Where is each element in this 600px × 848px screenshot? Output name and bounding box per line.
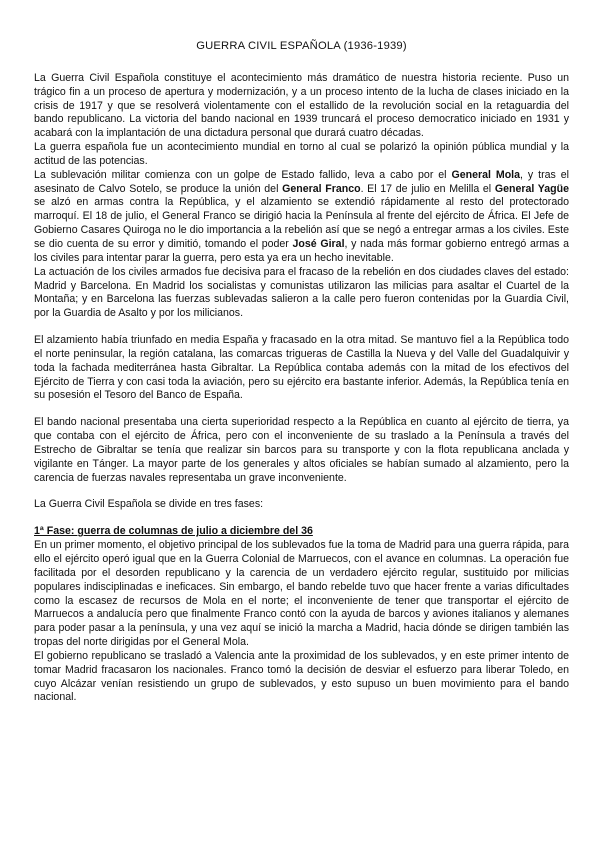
text-run: , y nada más formar gobierno entregó armas a los civiles para intentar parar la guerra, pero esta ya era un hecho inevitable. [34, 237, 569, 264]
text-run: , y tras el asesinato de Calvo Sotelo, se produce la unión del [34, 168, 569, 195]
spacer [34, 321, 569, 334]
text-run: se alzó en armas contra la República, y el alzamiento se extendió rápidamente al resto del protectorado marroquí. El 18 de julio, el General Franco se dirigió hacia la Península al frente del ejército de África. El Jefe de Gobierno Casares Quiroga no le dio importancia a la rebelión así que se negó a entregar armas a los civiles. Este se dio cuenta de su error y dimitió, tomando el poder [34, 196, 569, 250]
spacer [34, 512, 569, 525]
document-page [34, 40, 569, 705]
bold-general-mola: General Mola [451, 168, 521, 181]
paragraph-nationals: El bando nacional presentaba una cierta superioridad respecto a la República en cuanto al ejército de tierra, ya que contaba con el ejército de África, pero con el inconveniente de su traslado a la Península a través del Estrecho de Gibraltar se tenía que realizar sin barcos para su transporte y con la flota republicana anclada y vigilante en Tánger. La mayor parte de los generales y altos oficiales se habían sumado al alzamiento, pero la carencia de fuerzas navales representaba un grave inconveniente. [34, 416, 569, 484]
paragraph-civilians: La actuación de los civiles armados fue decisiva para el fracaso de la rebelión en dos ciudades claves del estado: Madrid y Barcelona. En Madrid los socialistas y comunistas utilizaron las milicias para asaltar el Cuartel de la Montaña; y en Barcelona las fuerzas sublevadas salieron a la calle pero fueron contenidas por la Guardia Civil, por la Guardia de Asalto y por los milicianos. [34, 265, 569, 320]
spacer [34, 485, 569, 498]
paragraph-international: La guerra española fue un acontecimiento mundial en torno al cual se polarizó la opinión pública mundial y la actitud de las potencias. [34, 141, 569, 167]
bold-jose-giral: José Giral [292, 237, 345, 250]
bold-general-franco: General Franco [282, 182, 361, 195]
paragraph-phase-1: En un primer momento, el objetivo principal de los sublevados fue la toma de Madrid para una guerra rápida, para ello el ejército operó igual que en la Guerra Colonial de Marruecos, con el avance en columnas. La operación fue facilitada por el desorden republicano y la carencia de un verdadero ejército regular, sustituido por milicias populares indisciplinadas e ineficaces. Sin embargo, el bando rebelde tuvo que hacer frente a varias dificultades como la escasez de recursos de Mola en el norte; el inconveniente de tener que transportar el ejército de Marruecos a andalucía pero que finalmente Franco contó con la ayuda de barcos y aviones italianos y alemanes para poder pasar a la península, y una vez aquí se inició la marcha a Madrid, hacia dónde se dirigen también las tropas del norte dirigidas por el General Mola. [34, 539, 569, 649]
spacer [34, 403, 569, 416]
text-run: . El 17 de julio en Melilla el [360, 182, 495, 195]
text-run: La sublevación militar comienza con un golpe de Estado fallido, leva a cabo por el [34, 168, 452, 181]
paragraph-republic: El alzamiento había triunfado en media España y fracasado en la otra mitad. Se mantuvo fiel a la República todo el norte peninsular, la región catalana, las comarcas trigueras de Castilla la Nueva y del Valle del Guadalquivir y toda la fachada mediterránea hasta Gibraltar. La República contaba además con la mitad de los efectivos del Ejército de Tierra y con casi toda la aviación, pero su ejército era bastante inferior. Además, la República tenía en su posesión el Tesoro del Banco de España. [34, 334, 569, 402]
paragraph-phases: La Guerra Civil Española se divide en tres fases: [34, 498, 264, 511]
bold-general-yague: General Yagüe [494, 182, 569, 195]
paragraph-uprising [34, 169, 569, 266]
paragraph-intro: La Guerra Civil Española constituye el acontecimiento más dramático de nuestra historia reciente. Puso un trágico fin a un proceso de apertura y modernización, y a un proceso intento de la lucha de clases iniciado en la crisis de 1917 y que se resolverá violentamente con el estallido de la revolución social en la retaguardia del bando republicano. La victoria del bando nacional en 1939 truncará el proceso democratico iniciado en 1931 y acabará con la implantación de una dictadura personal que durará cuatro décadas. [34, 71, 569, 140]
document-title: GUERRA CIVIL ESPAÑOLA (1936-1939) [196, 40, 407, 52]
section-heading-phase-1: 1ª Fase: guerra de columnas de julio a diciembre del 36 [34, 525, 313, 538]
paragraph-valencia: El gobierno republicano se trasladó a Valencia ante la proximidad de los sublevados, y en este primer intento de tomar Madrid fracasaron los nacionales. Franco tomó la decisión de desviar el esfuerzo para liberar Toledo, en cuyo Alcázar venían resistiendo un grupo de sublevados, y esto supuso un buen movimiento para el bando nacional. [34, 649, 569, 704]
